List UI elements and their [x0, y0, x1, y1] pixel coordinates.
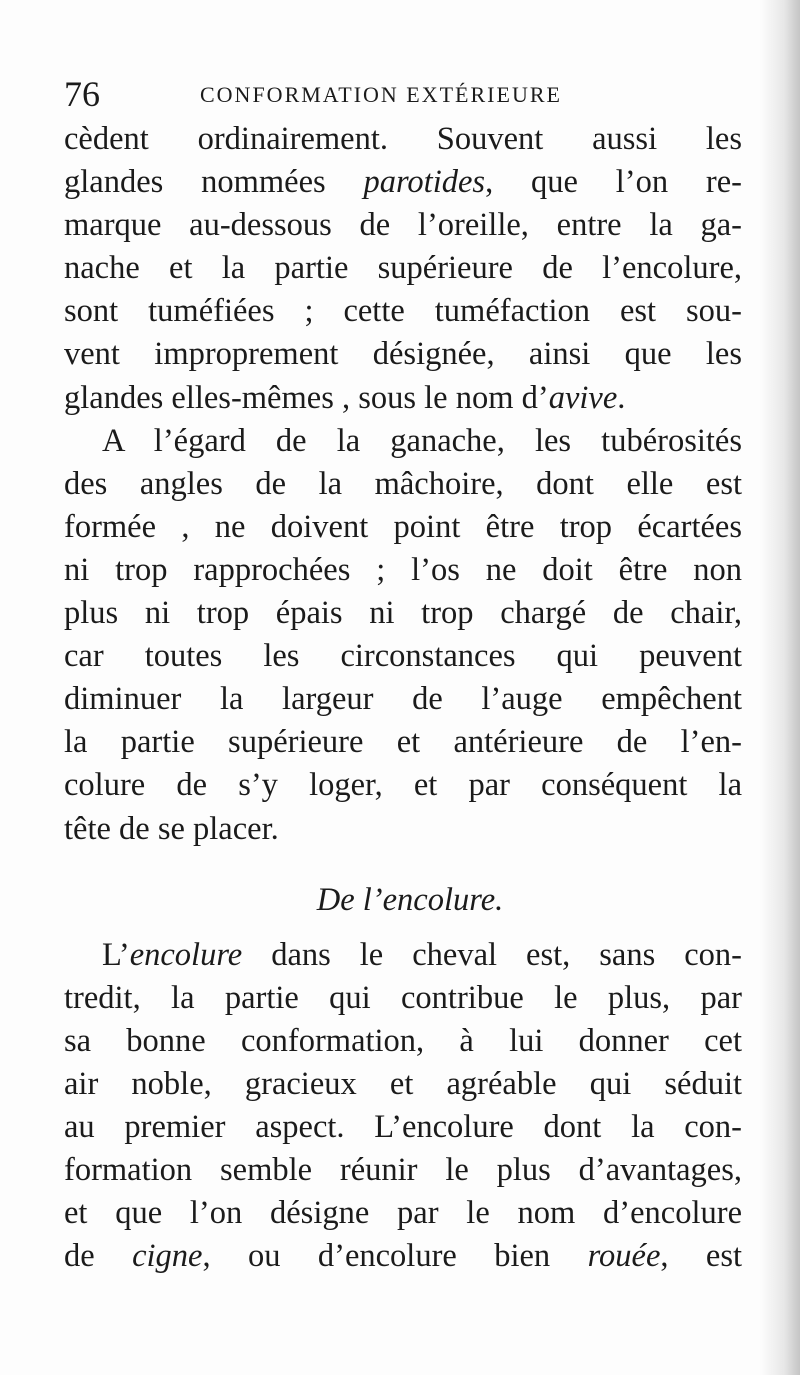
italic-term: rouée — [587, 1238, 661, 1275]
text-run: , ou d’encolure bien — [202, 1238, 588, 1275]
text-line: car toutes les circonstances qui peuvent — [64, 638, 742, 675]
italic-term: avive — [548, 379, 618, 416]
text-line: au premier aspect. L’encolure dont la con- — [64, 1108, 742, 1145]
text-line: marque au-dessous de l’oreille, entre la ga- — [64, 207, 742, 244]
text-line: tredit, la partie qui contribue le plus, par — [64, 979, 742, 1016]
italic-term: parotides — [363, 164, 486, 201]
text-line: formée , ne doivent point être trop écartées — [64, 508, 742, 545]
text-line: la partie supérieure et antérieure de l’en- — [64, 724, 742, 761]
text-run: , est — [660, 1238, 742, 1275]
text-run: , que l’on re- — [485, 164, 742, 201]
text-line: colure de s’y loger, et par conséquent la — [64, 767, 742, 804]
text-run: . — [617, 379, 626, 416]
text-line — [64, 377, 742, 420]
text-run: L’ — [102, 936, 130, 973]
text-line: plus ni trop épais ni trop chargé de chair, — [64, 595, 742, 632]
text-line — [64, 934, 742, 977]
text-run: dans le cheval est, sans con- — [242, 936, 742, 973]
text-line: diminuer la largeur de l’auge empêchent — [64, 681, 742, 718]
text-line: cèdent ordinairement. Souvent aussi les — [64, 121, 742, 157]
paragraph-2 — [64, 420, 742, 851]
text-line: sa bonne conformation, à lui donner cet — [64, 1022, 742, 1059]
text-line: des angles de la mâchoire, dont elle est — [64, 465, 742, 502]
page-header — [64, 74, 754, 114]
text-line: ni trop rapprochées ; l’os ne doit être non — [64, 551, 742, 588]
text-line: A l’égard de la ganache, les tubérosités — [102, 422, 742, 459]
text-line: vent improprement désignée, ainsi que les — [64, 336, 742, 373]
text-run: glandes nommées — [64, 164, 364, 201]
text-line: tête de se placer. — [64, 810, 279, 847]
running-head: CONFORMATION EXTÉRIEURE — [200, 82, 562, 107]
paragraph-1 — [64, 118, 742, 420]
paragraph-3 — [64, 934, 742, 1279]
text-line: sont tuméfiées ; cette tuméfaction est sou- — [64, 293, 742, 330]
text-line: formation semble réunir le plus d’avantages, — [64, 1152, 742, 1189]
text-line — [64, 161, 742, 204]
text-line: nache et la partie supérieure de l’encolure, — [64, 250, 742, 287]
page-number: 76 — [64, 74, 100, 114]
text-line — [64, 1235, 742, 1278]
section-heading: De l’encolure. — [316, 881, 504, 918]
italic-term: cigne — [132, 1238, 203, 1275]
text-line: et que l’on désigne par le nom d’encolure — [64, 1195, 742, 1232]
text-run: glandes elles-mêmes , sous le nom d’ — [64, 379, 549, 416]
page-binding-shadow — [760, 0, 800, 1375]
text-run: de — [64, 1238, 133, 1275]
italic-term: encolure — [129, 936, 243, 973]
text-line: air noble, gracieux et agréable qui séduit — [64, 1065, 742, 1102]
body-text — [64, 118, 742, 1278]
